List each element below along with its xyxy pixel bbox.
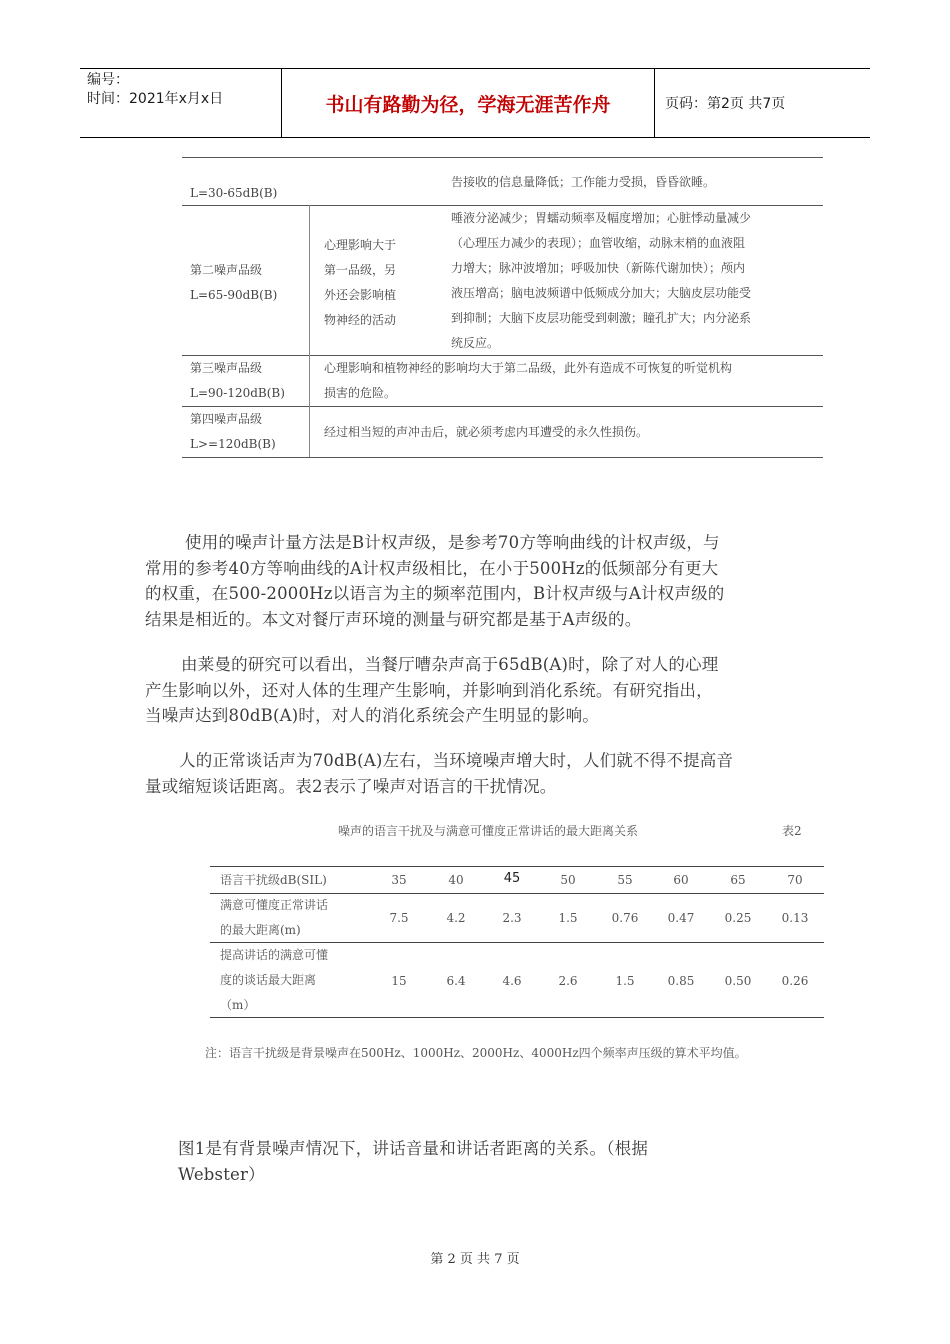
- normal-distance-value: 0.47: [667, 911, 695, 925]
- row-level: 第四噪声品级: [190, 412, 263, 426]
- normal-distance-value: 0.76: [611, 911, 639, 925]
- raised-distance-value: 15: [391, 974, 407, 988]
- row-effect: 经过相当短的声冲击后，就必须考虑内耳遭受的永久性损伤。: [324, 425, 649, 439]
- raised-distance-value: 0.26: [781, 974, 809, 988]
- normal-distance-value: 2.3: [502, 911, 522, 925]
- sil-value: 45: [503, 871, 521, 886]
- raised-distance-value: 2.6: [558, 974, 578, 988]
- table-row: [182, 406, 823, 458]
- sil-value: 35: [391, 873, 407, 887]
- raised-distance-value: 6.4: [446, 974, 466, 988]
- row-range: L=65-90dB(B): [190, 288, 278, 302]
- row-physio-effect: 唾液分泌减少；胃蠕动频率及幅度增加；心脏悸动量减少 （心理压力减少的表现）；血管收缩，动脉末梢的血液阻 力增大；脉冲波增加；呼吸加快（新陈代谢加快）；颅内 液压增高；脑电波频谱中低频成分加大；大脑皮层功能受 到抑制；大脑下皮层功能受到刺激；瞳孔扩大；内分泌系 统反应。: [451, 211, 752, 350]
- sil-value: 65: [730, 873, 746, 887]
- row-physio-effect: 告接收的信息量降低；工作能力受损，昏昏欲睡。: [451, 175, 716, 189]
- header-meta: [80, 69, 282, 137]
- row-range: L=30-65dB(B): [190, 186, 278, 200]
- table-row: [182, 355, 823, 407]
- normal-distance-value: 0.13: [781, 911, 809, 925]
- page-header: [80, 68, 870, 138]
- doc-time-label: 时间：2021年x月x日: [87, 91, 224, 107]
- table2-number: 表2: [782, 824, 802, 838]
- raised-distance-value: 0.50: [724, 974, 752, 988]
- row-label-sil: 语言干扰级dB(SIL): [220, 873, 327, 887]
- page-footer: 第 2 页 共 7 页: [430, 1252, 520, 1267]
- sil-value: 50: [560, 873, 576, 887]
- row-level: 第三噪声品级: [190, 361, 263, 375]
- table2-caption: 噪声的语言干扰及与满意可懂度正常讲话的最大距离关系: [338, 824, 639, 838]
- row-range: L=90-120dB(B): [190, 386, 285, 400]
- row-label-raised-distance: 提高讲话的满意可懂 度的谈话最大距离 （m）: [220, 948, 329, 1012]
- paragraph-b-weighting: 使用的噪声计量方法是B计权声级，是参考70方等响曲线的计权声级，与 常用的参考40方等响曲线的A计权声级相比，在小于500Hz的低频部分有更大 的权重，在500-2000Hz以语言为主的频率范围内，B计权声级与A计权声级的 结果是相近的。本文对餐厅声环境的测量与研究都是基于A声级的。: [145, 533, 725, 629]
- table-row: [182, 205, 823, 356]
- paragraph-figure-ref: 图1是有背景噪声情况下，讲话音量和讲话者距离的关系。（根据 Webster）: [178, 1139, 649, 1184]
- row-psych-effect: 心理影响大于 第一品级，另 外还会影响植 物神经的活动: [324, 238, 397, 327]
- table2-note: 注：语言干扰级是背景噪声在500Hz、1000Hz、2000Hz、4000Hz四个频率声压级的算术平均值。: [205, 1046, 747, 1060]
- row-range: L>=120dB(B): [190, 437, 276, 451]
- row-label-normal-distance: 满意可懂度正常讲话 的最大距离(m): [220, 898, 329, 937]
- paragraph-speech-level: 人的正常谈话声为70dB(A)左右，当环境噪声增大时，人们就不得不提高音 量或缩短谈话距离。表2表示了噪声对语言的干扰情况。: [145, 751, 734, 796]
- header-slogan: 书山有路勤为径，学海无涯苦作舟: [282, 69, 655, 137]
- normal-distance-value: 1.5: [558, 911, 578, 925]
- sil-value: 55: [617, 873, 633, 887]
- normal-distance-value: 4.2: [446, 911, 466, 925]
- normal-distance-value: 0.25: [724, 911, 752, 925]
- raised-distance-value: 1.5: [615, 974, 635, 988]
- doc-number-label: 编号：: [87, 72, 129, 88]
- row-level: 第二噪声品级: [190, 263, 263, 277]
- header-page-label: 页码：第2页 共7页: [665, 96, 786, 112]
- column-divider: [309, 355, 310, 457]
- table-row: [182, 157, 823, 206]
- raised-distance-value: 0.85: [667, 974, 695, 988]
- sil-value: 40: [448, 873, 464, 887]
- column-divider: [309, 205, 310, 355]
- normal-distance-value: 7.5: [389, 911, 409, 925]
- sil-value: 70: [787, 873, 803, 887]
- row-effect: 心理影响和植物神经的影响均大于第二品级，此外有造成不可恢复的听觉机构 损害的危险。: [324, 361, 733, 400]
- sil-value: 60: [673, 873, 689, 887]
- paragraph-restaurant-noise: 由莱曼的研究可以看出，当餐厅嘈杂声高于65dB(A)时，除了对人的心理 产生影响以外，还对人体的生理产生影响，并影响到消化系统。有研究指出， 当噪声达到80dB(A)时，对人的消化系统会产生明显的影响。: [145, 655, 719, 725]
- raised-distance-value: 4.6: [502, 974, 522, 988]
- table-rule: [210, 866, 824, 867]
